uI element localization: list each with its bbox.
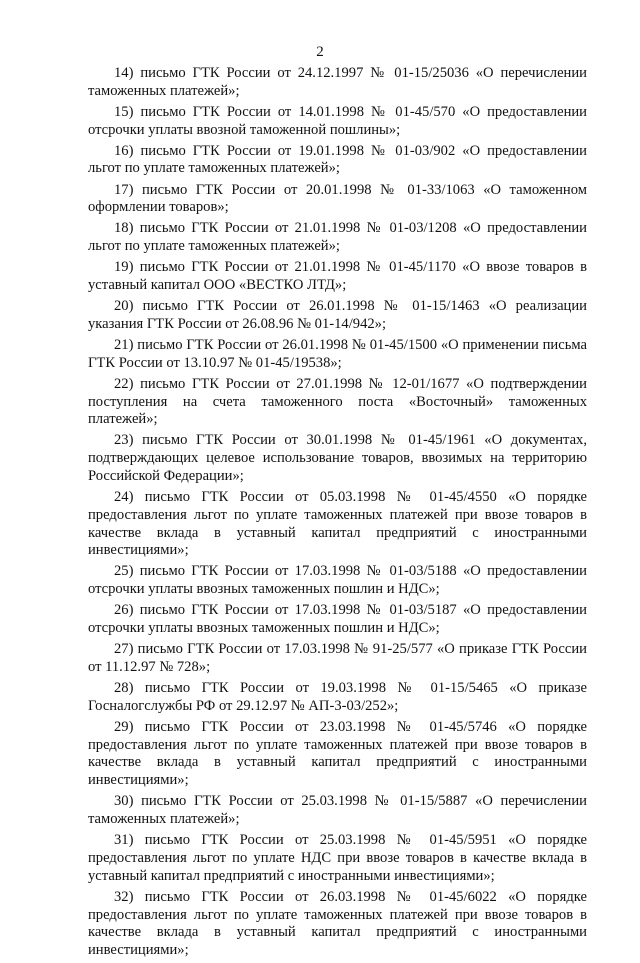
list-item: 16) письмо ГТК России от 19.01.1998 № 01-03/902 «О предоставлении льгот по уплате таможенных платежей»; [88, 142, 587, 177]
list-item: 21) письмо ГТК России от 26.01.1998 № 01-45/1500 «О применении письма ГТК России от 13.10.97 № 01-45/19538»; [88, 336, 587, 371]
list-item: 28) письмо ГТК России от 19.03.1998 № 01-15/5465 «О приказе Госналогслужбы РФ от 29.12.97 № АП-3-03/252»; [88, 680, 587, 714]
list-item: 19) письмо ГТК России от 21.01.1998 № 01-45/1170 «О ввозе товаров в уставный капитал ООО «ВЕСТКО ЛТД»; [88, 259, 587, 294]
list-item: 23) письмо ГТК России от 30.01.1998 № 01-45/1961 «О документах, подтверждающих целевое использование товаров, ввозимых на территорию Российской Федерации»; [88, 432, 587, 484]
list-item: 18) письмо ГТК России от 21.01.1998 № 01-03/1208 «О предоставлении льгот по уплате таможенных платежей»; [88, 220, 587, 255]
list-item: 25) письмо ГТК России от 17.03.1998 № 01-03/5188 «О предоставлении отсрочки уплаты ввозных таможенных пошлин и НДС»; [88, 563, 587, 598]
list-item: 27) письмо ГТК России от 17.03.1998 № 91-25/577 «О приказе ГТК России от 11.12.97 № 728»; [88, 641, 587, 675]
list-item: 20) письмо ГТК России от 26.01.1998 № 01-15/1463 «О реализации указания ГТК России от 26.08.96 № 01-14/942»; [88, 298, 587, 332]
letters-list [88, 65, 587, 963]
list-item: 17) письмо ГТК России от 20.01.1998 № 01-33/1063 «О таможенном оформлении товаров»; [88, 181, 587, 216]
page-number: 2 [316, 44, 324, 60]
list-item: 29) письмо ГТК России от 23.03.1998 № 01-45/5746 «О порядке предоставления льгот по уплате таможенных платежей при ввозе товаров в качестве вклада в уставный капитал предприятий с иностранными инвестициями»; [88, 718, 587, 789]
list-item: 24) письмо ГТК России от 05.03.1998 № 01-45/4550 «О порядке предоставления льгот по уплате таможенных платежей при ввозе товаров в качестве вклада в уставный капитал предприятий с иностранными инвестициями»; [88, 489, 587, 559]
list-item: 26) письмо ГТК России от 17.03.1998 № 01-03/5187 «О предоставлении отсрочки уплаты ввозных таможенных пошлин и НДС»; [88, 602, 587, 637]
list-item: 31) письмо ГТК России от 25.03.1998 № 01-45/5951 «О порядке предоставления льгот по уплате НДС при ввозе товаров в качестве вклада в уставный капитал предприятий с иностранными инвестициями»; [88, 832, 587, 884]
list-item: 14) письмо ГТК России от 24.12.1997 № 01-15/25036 «О перечислении таможенных платежей»; [88, 65, 587, 99]
list-item: 32) письмо ГТК России от 26.03.1998 № 01-45/6022 «О порядке предоставления льгот по уплате таможенных платежей при ввозе товаров в качестве вклада в уставный капитал предприятий с иностранными инвестициями»; [88, 888, 587, 959]
list-item: 30) письмо ГТК России от 25.03.1998 № 01-15/5887 «О перечислении таможенных платежей»; [88, 793, 587, 828]
list-item: 15) письмо ГТК России от 14.01.1998 № 01-45/570 «О предоставлении отсрочки уплаты ввозной таможенной пошлины»; [88, 103, 587, 138]
list-item: 22) письмо ГТК России от 27.01.1998 № 12-01/1677 «О подтверждении поступления на счета таможенного поста «Восточный» таможенных платежей»; [88, 375, 587, 428]
